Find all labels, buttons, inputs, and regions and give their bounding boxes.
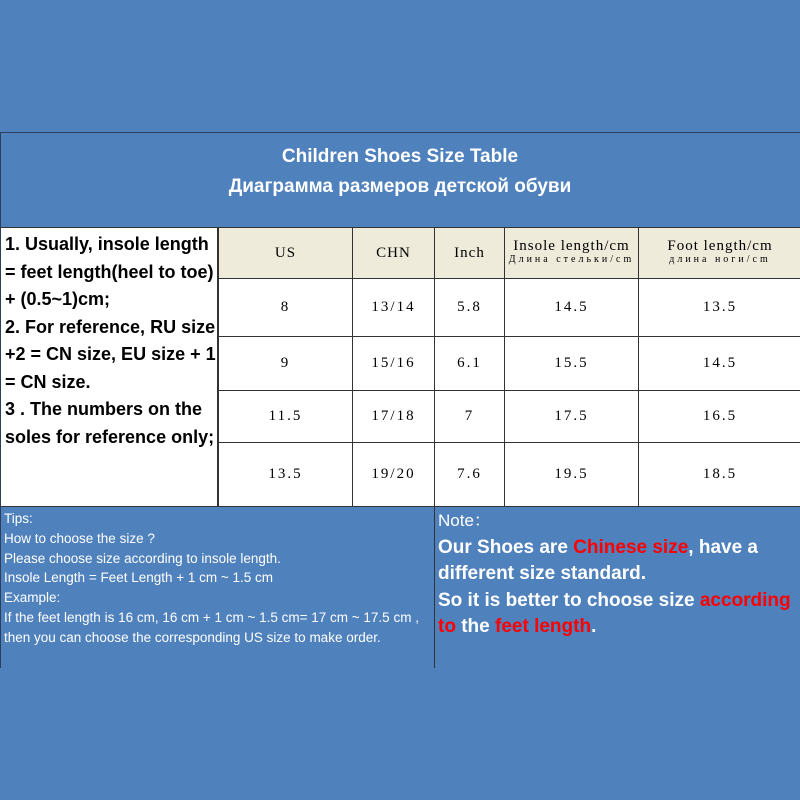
cell-chn: 13/14 — [353, 279, 435, 337]
cell-foot: 16.5 — [639, 391, 800, 443]
note-highlight-according-to: according to — [438, 589, 791, 637]
cell-chn: 15/16 — [353, 337, 435, 391]
header-foot-length-en: Foot length/cm — [667, 238, 773, 254]
cell-inch: 5.8 — [435, 279, 505, 337]
cell-chn: 19/20 — [353, 443, 435, 507]
rule-2: 2. For reference, RU size +2 = CN size, EU size + 1 = CN size. — [5, 316, 216, 392]
note-highlight-chinese-size: Chinese size — [573, 536, 689, 558]
cell-insole: 19.5 — [505, 443, 639, 507]
cell-foot: 13.5 — [639, 279, 800, 337]
note-panel — [438, 508, 800, 641]
table-row — [219, 443, 800, 507]
cell-us: 11.5 — [219, 391, 353, 443]
cell-inch: 6.1 — [435, 337, 505, 391]
size-table-header-row — [219, 228, 800, 279]
cell-us: 13.5 — [219, 443, 353, 507]
size-rules-panel — [1, 227, 218, 506]
cell-us: 8 — [219, 279, 353, 337]
note-text: Our Shoes are — [438, 536, 574, 558]
cell-insole: 17.5 — [505, 391, 639, 443]
note-line-2 — [438, 588, 800, 641]
cell-insole: 14.5 — [505, 279, 639, 337]
note-heading: Note： — [438, 511, 491, 530]
tips-panel — [1, 506, 435, 668]
rule-3: 3 . The numbers on the soles for reference only; — [5, 399, 215, 447]
note-text: . — [591, 616, 597, 637]
cell-us: 9 — [219, 337, 353, 391]
header-insole-length-en: Insole length/cm — [513, 238, 630, 254]
cell-inch: 7.6 — [435, 443, 505, 507]
note-text: , have a different size standard. — [438, 536, 758, 584]
frame-border-top — [0, 132, 800, 133]
tips-line: How to choose the size ? — [4, 530, 155, 546]
size-table — [218, 227, 800, 507]
title-english: Children Shoes Size Table — [281, 146, 519, 167]
tips-line: Please choose size according to insole length. — [4, 550, 281, 566]
cell-inch: 7 — [435, 391, 505, 443]
rule-1: 1. Usually, insole length = feet length(heel to toe) + (0.5~1)cm; — [5, 234, 214, 309]
header-inch: Inch — [435, 228, 505, 279]
header-foot-length — [639, 228, 800, 279]
tips-heading: Tips: — [4, 511, 33, 526]
note-line-1 — [438, 535, 800, 588]
note-highlight-feet-length: feet length — [495, 616, 592, 637]
page-title — [0, 142, 800, 202]
title-russian: Диаграмма размеров детской обуви — [228, 176, 572, 197]
header-us: US — [219, 228, 353, 279]
cell-foot: 14.5 — [639, 337, 800, 391]
header-chn: CHN — [353, 228, 435, 279]
header-insole-length — [505, 228, 639, 279]
cell-insole: 15.5 — [505, 337, 639, 391]
cell-foot: 18.5 — [639, 443, 800, 507]
header-foot-length-ru: длина ноги/cm — [669, 254, 771, 265]
table-row — [219, 337, 800, 391]
note-text: the — [455, 616, 495, 637]
table-row — [219, 279, 800, 337]
tips-line: Example: — [4, 590, 61, 606]
header-insole-length-ru: Длина стельки/cm — [508, 254, 635, 265]
tips-example: If the feet length is 16 cm, 16 cm + 1 cm ~ 1.5 cm= 17 cm ~ 17.5 cm , then you can choose the corresponding US size to make order. — [4, 609, 419, 645]
note-text: So it is better to choose size — [438, 589, 700, 611]
table-row — [219, 391, 800, 443]
cell-chn: 17/18 — [353, 391, 435, 443]
tips-line: Insole Length = Feet Length + 1 cm ~ 1.5 cm — [4, 570, 274, 586]
